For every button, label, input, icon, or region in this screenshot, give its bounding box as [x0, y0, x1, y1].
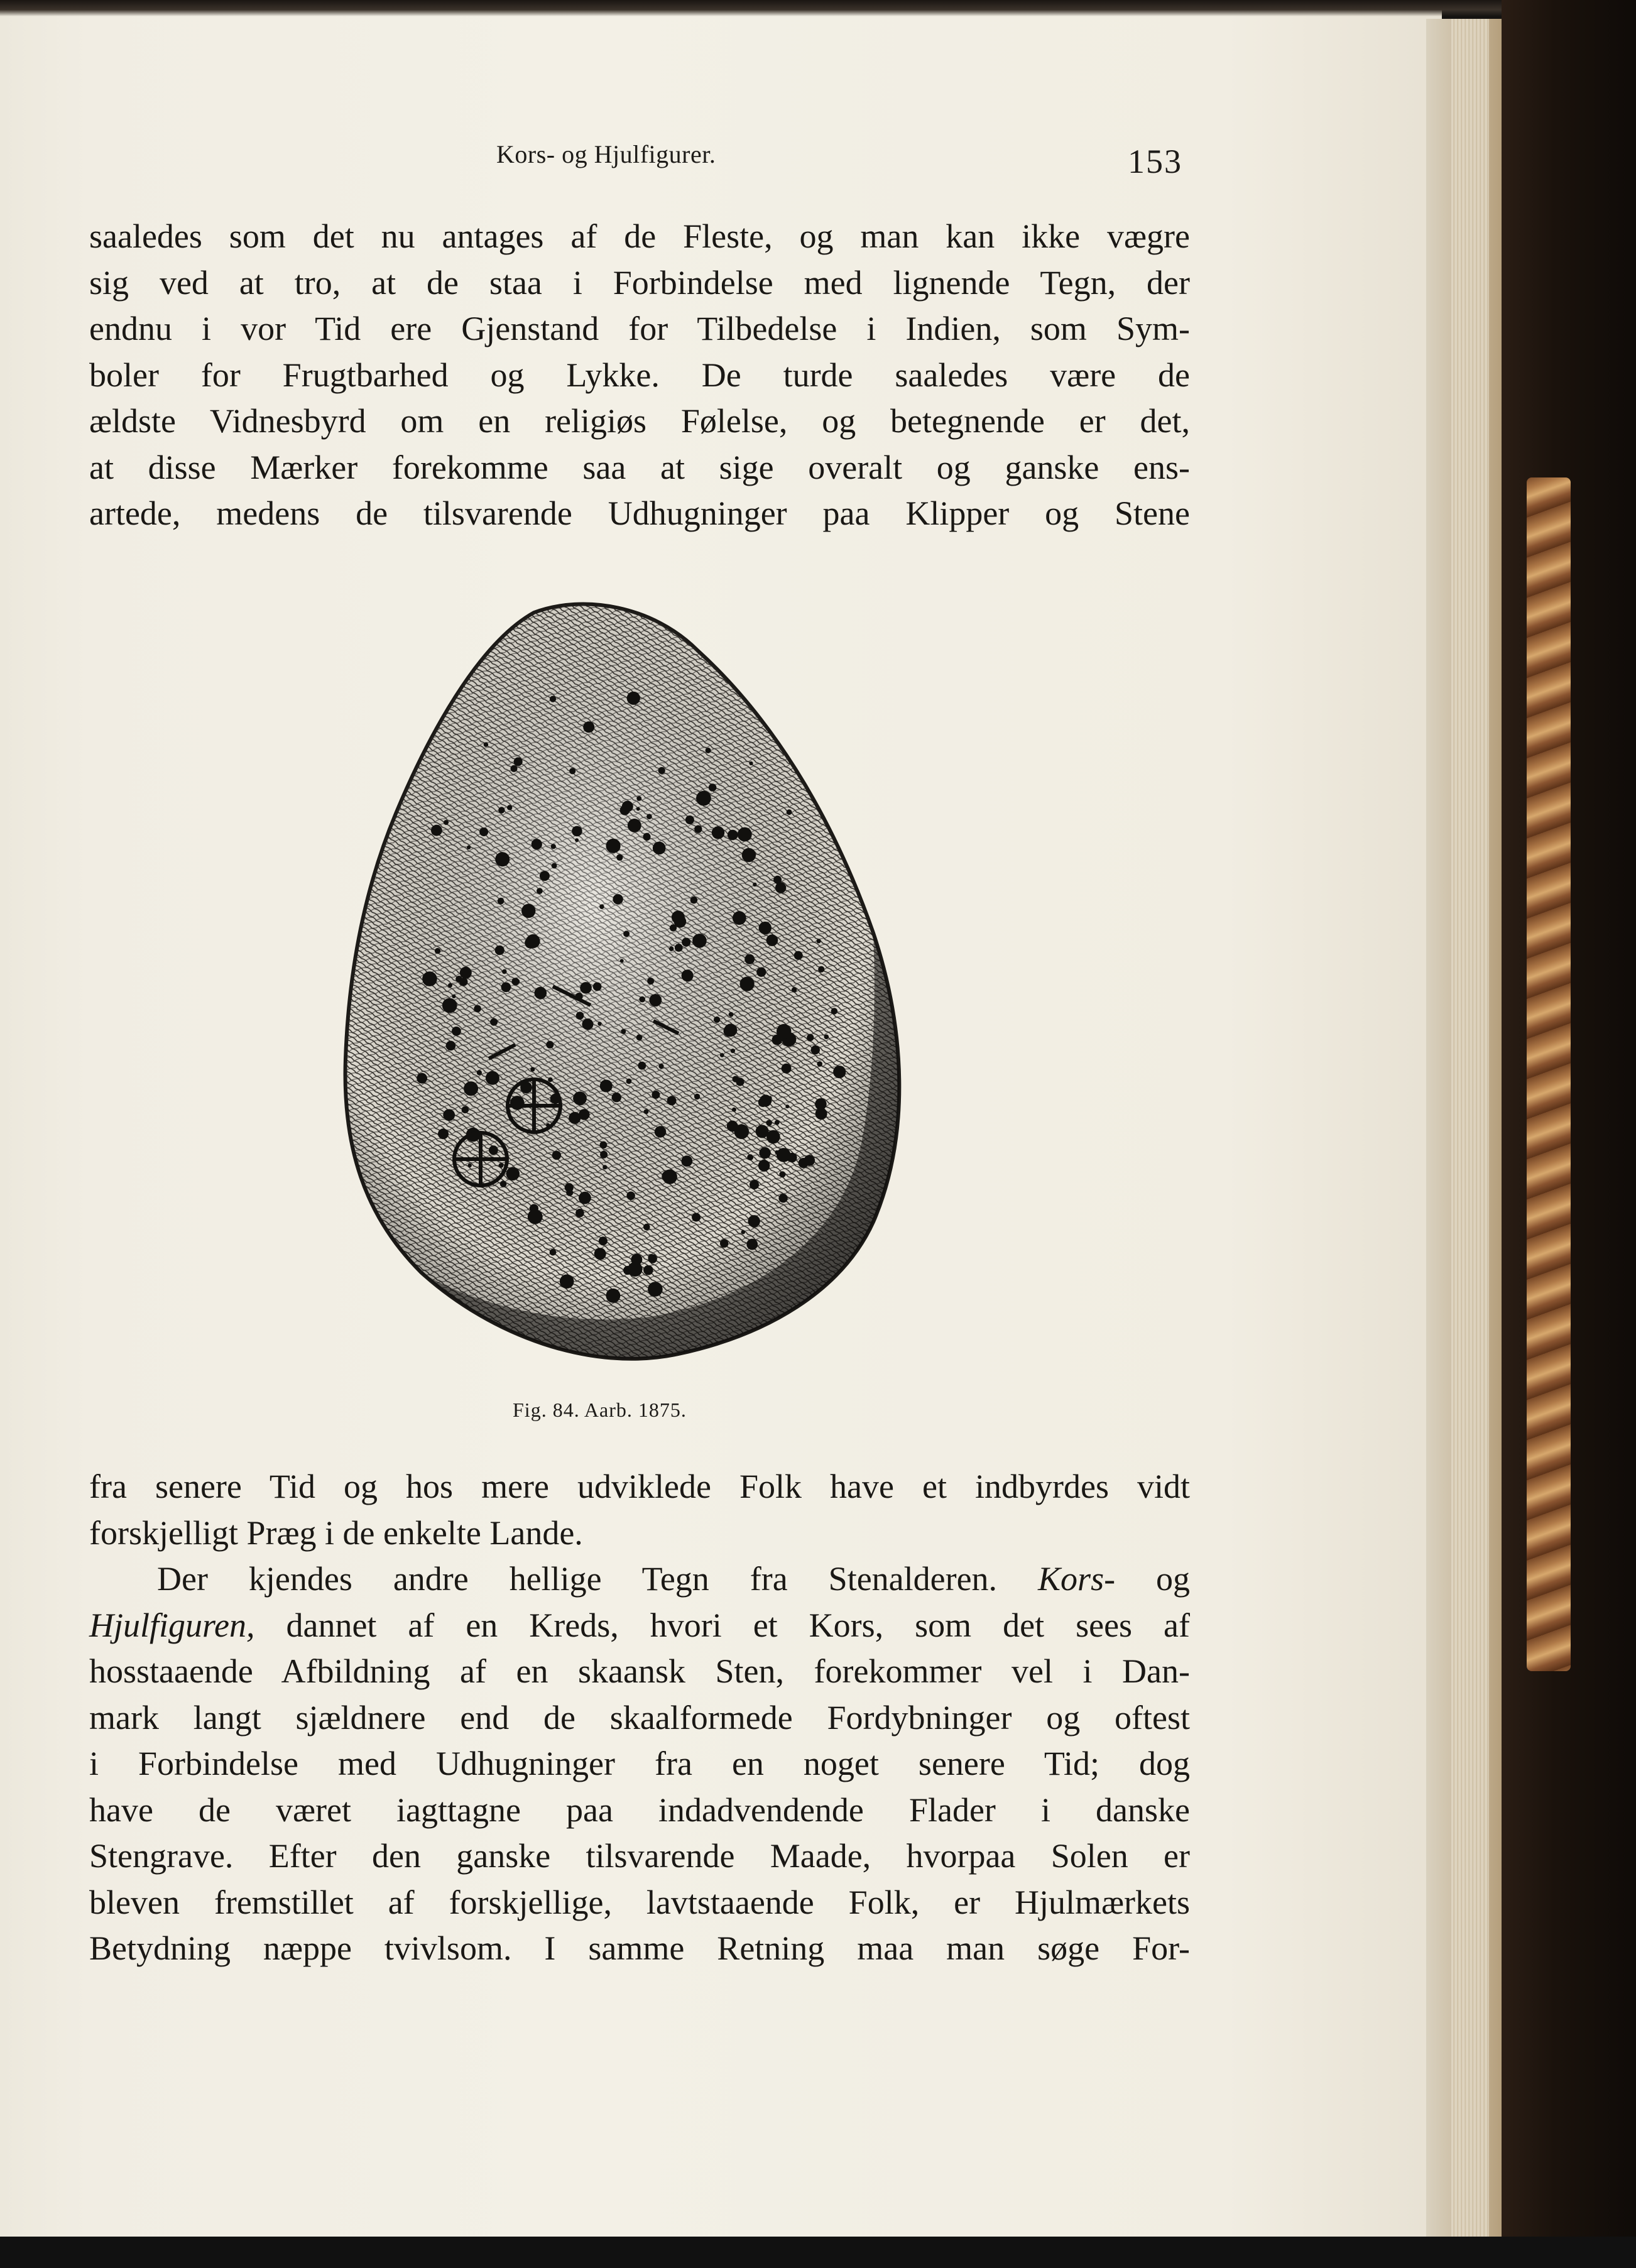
italic-term: Kors-: [1038, 1560, 1116, 1598]
cup-mark: [575, 1209, 584, 1218]
text-line: ældste Vidnesbyrd om en religiøs Følelse, og betegnende er det,: [89, 402, 1190, 440]
text-line: saaledes som det nu antages af de Fleste, og man kan ikke vægre: [89, 217, 1190, 255]
cup-mark: [446, 1041, 456, 1051]
cup-mark: [759, 1147, 770, 1159]
text-span: Der kjendes andre hellige Tegn fra Stenalderen.: [157, 1560, 998, 1598]
cup-mark: [612, 1093, 621, 1102]
cup-mark: [422, 971, 437, 986]
cup-mark: [738, 827, 752, 842]
cup-mark: [753, 883, 756, 886]
cup-mark: [442, 998, 457, 1013]
cup-mark: [748, 1215, 760, 1227]
cup-mark: [546, 1041, 554, 1049]
cup-mark: [566, 1189, 573, 1196]
text-line: bleven fremstillet af forskjellige, lavtstaaende Folk, er Hjulmærkets: [89, 1883, 1190, 1921]
cup-mark: [758, 1160, 770, 1172]
cup-mark: [818, 966, 824, 973]
page-stack: [1451, 19, 1489, 2255]
cup-mark: [709, 783, 717, 792]
cup-mark: [669, 946, 674, 951]
italic-term: Hjulfiguren,: [89, 1606, 255, 1644]
cup-mark: [742, 848, 756, 862]
cup-mark: [526, 934, 540, 948]
text-line: at disse Mærker forekomme saa at sige overalt og ganske ens-: [89, 448, 1190, 486]
cup-mark: [435, 948, 440, 954]
cup-mark: [694, 826, 702, 833]
cup-mark: [817, 939, 821, 943]
cup-mark: [468, 1164, 472, 1167]
cup-mark: [479, 827, 488, 836]
cup-mark: [794, 951, 803, 960]
cup-mark: [647, 978, 654, 984]
binding-marble-edge: [1527, 477, 1571, 1671]
cup-mark: [782, 1064, 792, 1074]
text-line: i Forbindelse med Udhugninger fra en noget senere Tid; dog: [89, 1745, 1190, 1782]
cup-mark: [575, 838, 579, 842]
text-line: [89, 1556, 1190, 1603]
text-span: og: [1156, 1560, 1191, 1598]
cup-mark: [658, 1064, 663, 1069]
cup-mark: [714, 1017, 720, 1023]
cup-mark: [643, 1224, 650, 1231]
cup-mark: [579, 1192, 591, 1204]
cup-mark: [787, 809, 792, 815]
cup-mark: [690, 897, 697, 903]
cup-mark: [528, 1209, 543, 1224]
cup-mark: [593, 983, 602, 991]
cup-mark: [831, 1008, 837, 1014]
cup-mark: [626, 1079, 632, 1084]
cup-mark: [648, 1254, 655, 1260]
text-line: have de været iagttagne paa indadvendende Flader i danske: [89, 1791, 1190, 1829]
cup-mark: [599, 904, 604, 909]
cup-mark: [594, 1248, 606, 1260]
text-line: mark langt sjældnere end de skaalformede Fordybninger og oftest: [89, 1698, 1190, 1736]
text-line: [89, 1603, 1190, 1649]
cup-mark: [489, 1145, 498, 1155]
cup-mark: [740, 977, 755, 991]
text-line: artede, medens de tilsvarende Udhugninger paa Klipper og Stene: [89, 494, 1190, 532]
cup-mark: [500, 1180, 507, 1187]
cup-mark: [510, 1096, 525, 1110]
cup-mark: [682, 969, 694, 981]
cup-mark: [616, 854, 623, 861]
text-line: forskjelligt Præg i de enkelte Lande.: [89, 1513, 583, 1552]
cup-mark: [712, 826, 724, 839]
cup-mark: [692, 934, 707, 948]
cup-mark: [572, 826, 582, 837]
cup-mark: [756, 1125, 769, 1138]
cup-mark: [580, 982, 592, 994]
cup-mark: [460, 967, 472, 979]
text-line: hosstaaende Afbildning af en skaansk Sten, forekommer vel i Dan-: [89, 1652, 1190, 1690]
cup-mark: [696, 791, 711, 806]
cup-mark: [498, 807, 504, 813]
cup-mark: [731, 1049, 735, 1053]
cup-mark: [636, 796, 641, 801]
cup-mark: [532, 839, 542, 849]
cup-mark: [749, 761, 753, 765]
cup-mark: [706, 748, 711, 753]
cup-mark: [720, 1053, 724, 1057]
cup-mark: [811, 1045, 820, 1054]
text-span: dannet af en Kreds, hvori et Kors, som det sees af: [286, 1606, 1190, 1644]
cup-mark: [627, 692, 640, 705]
paragraph-top: [89, 214, 1190, 537]
cup-mark: [775, 1120, 780, 1125]
cup-mark: [746, 1239, 758, 1250]
cup-mark: [486, 1071, 499, 1085]
cup-mark: [815, 1108, 827, 1120]
cup-mark: [511, 978, 519, 985]
cup-mark: [462, 1106, 469, 1113]
cup-mark: [620, 805, 630, 815]
cup-mark: [583, 721, 594, 733]
cup-mark: [732, 1108, 736, 1112]
cup-mark: [775, 1150, 779, 1155]
cup-mark: [756, 968, 766, 977]
cup-mark: [540, 871, 550, 881]
cup-mark: [613, 894, 623, 904]
cup-mark: [685, 815, 694, 824]
cup-mark: [620, 959, 624, 962]
cup-mark: [646, 814, 652, 819]
cup-mark: [506, 1167, 520, 1180]
cup-mark: [599, 1236, 608, 1245]
cup-mark: [603, 1165, 607, 1169]
cup-mark: [443, 1109, 455, 1121]
cup-mark: [552, 1151, 561, 1160]
cup-mark: [431, 825, 442, 836]
cup-mark: [597, 1022, 601, 1025]
cup-mark: [537, 888, 543, 894]
cup-mark: [638, 1062, 646, 1070]
text-line: endnu i vor Tid ere Gjenstand for Tilbedelse i Indien, som Sym-: [89, 310, 1190, 347]
cup-mark: [643, 833, 650, 841]
cup-mark: [626, 1192, 635, 1201]
cup-mark: [799, 1158, 809, 1168]
text-line: Betydning næppe tvivlsom. I samme Retning maa man søge For-: [89, 1929, 1190, 1967]
cup-mark: [759, 922, 772, 934]
text-line: boler for Frugtbarhed og Lykke. De turde saaledes være de: [89, 356, 1190, 394]
cup-mark: [649, 994, 662, 1006]
cup-mark: [766, 1120, 772, 1126]
paragraph-bottom: [89, 1464, 1190, 1972]
cup-mark: [778, 1194, 787, 1202]
cup-mark: [628, 819, 641, 832]
cup-mark: [621, 1029, 626, 1034]
cup-mark: [792, 987, 797, 992]
cup-mark: [514, 757, 523, 766]
cup-mark: [606, 839, 621, 853]
cup-mark: [817, 1061, 822, 1067]
cup-mark: [747, 1154, 753, 1160]
text-line: Stengrave. Efter den ganske tilsvarende Maade, hvorpaa Solen er: [89, 1837, 1190, 1875]
cup-mark: [600, 1151, 608, 1159]
cup-mark: [824, 1035, 829, 1040]
cup-mark: [459, 978, 467, 986]
text-line: sig ved at tro, at de staa i Forbindelse med lignende Tegn, der: [89, 263, 1190, 302]
cup-mark: [648, 1282, 663, 1297]
cup-mark: [644, 1109, 649, 1115]
cup-mark: [606, 1289, 621, 1303]
cup-mark: [535, 987, 547, 1000]
cup-mark: [467, 846, 471, 849]
cup-mark: [733, 1076, 739, 1082]
cup-mark: [464, 1081, 478, 1096]
cup-mark: [833, 1066, 846, 1078]
cup-mark: [785, 1104, 789, 1108]
text-line: fra senere Tid og hos mere udviklede Folk have et indbyrdes vidt: [89, 1468, 1190, 1505]
cup-mark: [733, 911, 746, 925]
cup-mark: [502, 969, 507, 974]
cup-mark: [552, 863, 557, 869]
cup-mark: [720, 1240, 728, 1248]
cup-mark: [779, 1171, 785, 1177]
cup-mark: [560, 1274, 574, 1289]
cup-mark: [775, 882, 786, 893]
cup-mark: [734, 1125, 750, 1140]
cup-mark: [777, 1148, 791, 1162]
cup-mark: [744, 954, 755, 964]
cup-mark: [484, 743, 488, 747]
stone-figure: [327, 594, 917, 1379]
cup-mark: [777, 1024, 791, 1039]
cup-mark: [600, 1142, 608, 1149]
cup-mark: [495, 946, 504, 955]
cup-mark: [694, 1094, 700, 1099]
cup-mark: [675, 944, 683, 952]
cup-mark: [653, 842, 666, 855]
cup-mark: [692, 1213, 701, 1222]
figure-caption: Fig. 84. Aarb. 1875.: [513, 1398, 687, 1421]
cup-mark: [448, 983, 452, 988]
cup-mark: [655, 1126, 666, 1137]
cup-mark: [750, 1180, 759, 1189]
cup-mark: [511, 765, 518, 772]
cup-mark: [444, 820, 449, 825]
cup-mark: [758, 1098, 768, 1107]
cup-mark: [658, 767, 665, 774]
cup-mark: [729, 1012, 734, 1017]
cup-mark: [639, 996, 645, 1003]
cup-mark: [667, 1096, 677, 1106]
cup-mark: [728, 830, 738, 841]
cup-mark: [582, 1018, 593, 1030]
cup-mark: [682, 938, 690, 947]
cup-mark: [576, 1011, 584, 1020]
cup-mark: [551, 844, 556, 849]
cup-mark: [569, 768, 575, 774]
cup-mark: [628, 1262, 642, 1277]
running-title: Kors- og Hjulfigurer.: [496, 140, 716, 168]
cup-mark: [521, 904, 535, 918]
cup-mark: [474, 1005, 481, 1013]
cup-mark: [569, 1112, 581, 1124]
cup-mark: [600, 1080, 613, 1093]
cup-mark: [741, 1230, 746, 1235]
cup-mark: [452, 1027, 461, 1036]
cup-mark: [550, 696, 556, 702]
cup-mark: [681, 1155, 692, 1167]
cup-mark: [530, 1067, 535, 1072]
cup-mark: [766, 934, 778, 946]
cup-mark: [477, 1070, 482, 1075]
bottom-shadow: [0, 2237, 1636, 2268]
cup-mark: [672, 910, 685, 924]
cup-mark: [724, 1025, 736, 1037]
cup-mark: [507, 805, 512, 810]
cup-mark: [438, 1128, 449, 1139]
cup-mark: [490, 1018, 498, 1026]
cup-mark: [636, 807, 640, 811]
cup-mark: [807, 1034, 814, 1041]
cup-mark: [573, 1091, 587, 1105]
page-number: 153: [1128, 143, 1182, 180]
cup-mark: [636, 1034, 643, 1040]
cup-mark: [498, 898, 504, 905]
cup-mark: [452, 995, 455, 998]
top-shadow: [0, 0, 1502, 16]
cup-mark: [417, 1073, 427, 1084]
cup-mark: [652, 1091, 660, 1099]
cup-mark: [643, 1265, 653, 1275]
cup-mark: [550, 1249, 557, 1256]
cup-mark: [501, 983, 511, 993]
cup-mark: [495, 852, 510, 866]
cup-mark: [623, 930, 630, 937]
cup-mark: [662, 1170, 672, 1181]
cup-mark: [548, 1077, 553, 1082]
cup-mark: [499, 1163, 504, 1168]
